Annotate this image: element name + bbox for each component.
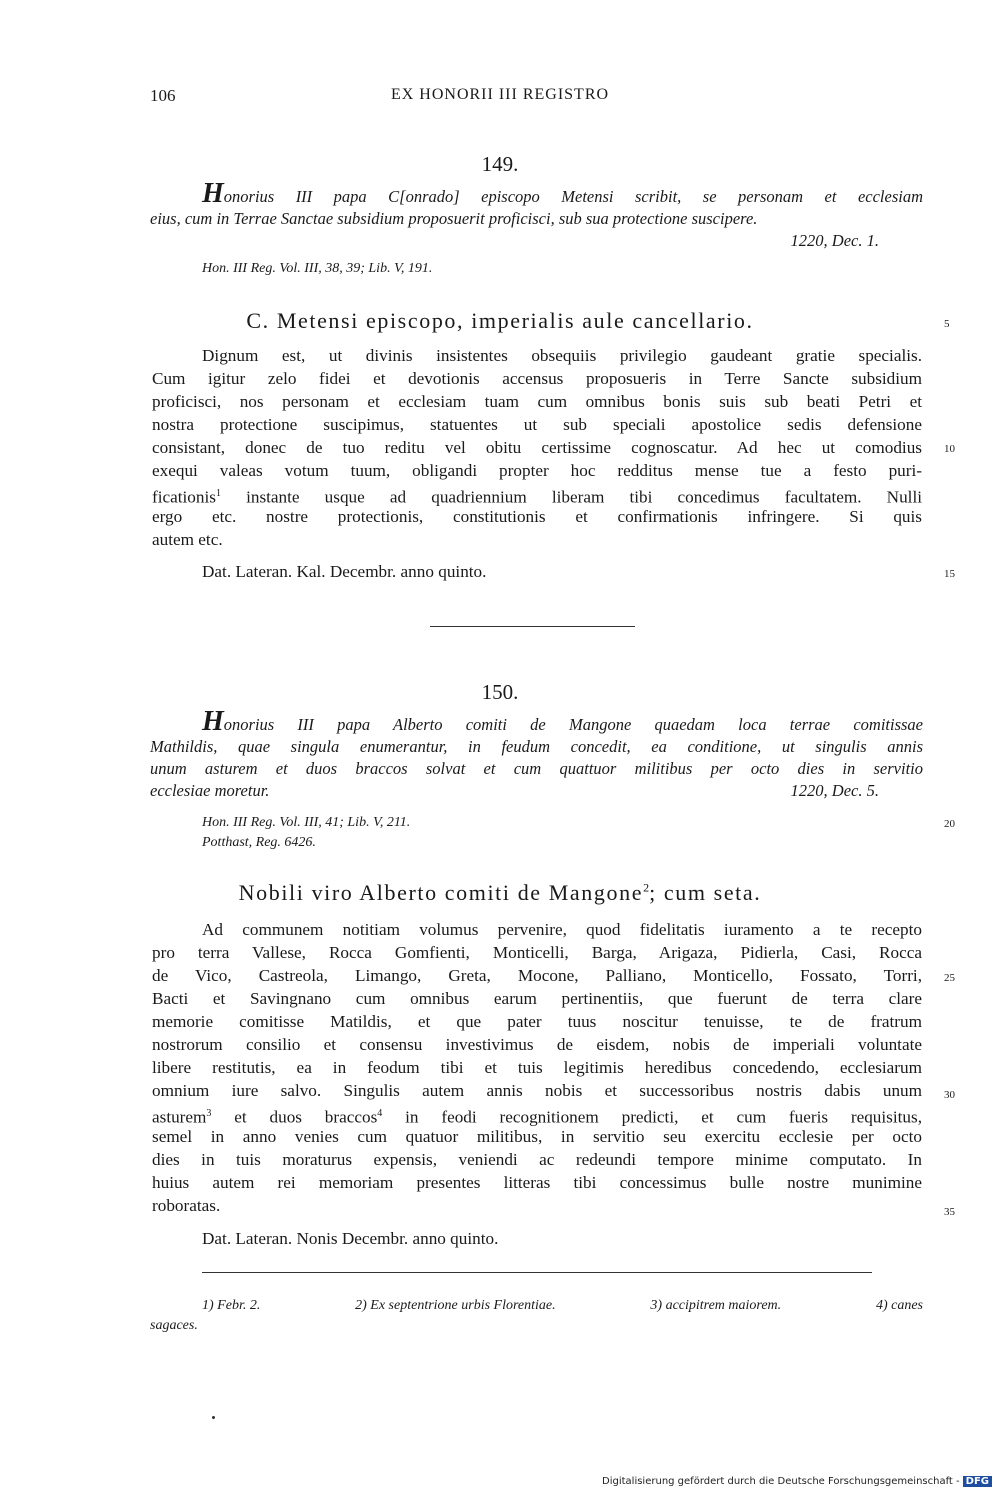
- regest-line: onorius III papa Alberto comiti de Mangone quaedam loca terrae comitissae: [223, 715, 923, 734]
- address-text: Nobili viro Alberto comiti de Mangone: [238, 880, 644, 905]
- footnote: 4) canes: [875, 1298, 923, 1313]
- body-line: omnium iure salvo. Singulis autem annis nobis et successoribus nostris dabis unum: [152, 1081, 922, 1100]
- line-number: 5: [944, 318, 950, 330]
- body-line: Bacti et Savingnano cum omnibus earum pertinentiis, que fuerunt de terra clare: [152, 989, 922, 1008]
- body-text: instante usque ad quadriennium liberam tibi concedimus facultatem. Nulli: [246, 487, 922, 507]
- body-line: Ad communem notitiam volumus pervenire, quod fidelitatis iuramento a te recepto: [202, 920, 922, 939]
- body-text: asturem: [152, 1107, 207, 1127]
- dating-clause: Dat. Lateran. Kal. Decembr. anno quinto.: [202, 562, 487, 581]
- body-line: de Vico, Castreola, Limango, Greta, Mocone, Palliano, Monticello, Fossato, Torri,: [152, 966, 922, 985]
- source-citation: Hon. III Reg. Vol. III, 38, 39; Lib. V, 191.: [202, 261, 433, 276]
- body-line: roboratas.: [152, 1196, 221, 1215]
- drop-initial: H: [202, 706, 224, 737]
- body-line: proficisci, nos personam et ecclesiam tuam cum omnibus bonis suis sub beati Petri et: [152, 392, 922, 411]
- digitization-credit: [602, 1476, 992, 1487]
- regest-line: Mathildis, quae singula enumerantur, in feudum concedit, ea conditione, ut singulis annis: [150, 737, 923, 756]
- address-text: ; cum seta.: [649, 880, 762, 905]
- body-text: in feodi recognitionem predicti, et cum fueris requisitus,: [405, 1107, 922, 1127]
- body-line: nostra protectione suscipimus, statuentes ut sub speciali apostolice sedis defensione: [152, 415, 922, 434]
- line-number: 25: [944, 972, 955, 984]
- body-line: semel in anno venies cum quatuor militibus, in servitio seu exercitu ecclesie per octo: [152, 1127, 922, 1146]
- drop-initial: H: [202, 178, 224, 209]
- speck: [212, 1416, 215, 1419]
- body-line: nostrorum consilio et consensu investivimus de eisdem, nobis de imperiali voluntate: [152, 1035, 922, 1054]
- page-number: 106: [150, 86, 176, 105]
- source-citation: Potthast, Reg. 6426.: [202, 835, 316, 850]
- source-citation: Hon. III Reg. Vol. III, 41; Lib. V, 211.: [202, 815, 411, 830]
- line-number: 10: [944, 443, 955, 455]
- body-line: ergo etc. nostre protectionis, constitutionis et confirmationis infringere. Si quis: [152, 507, 922, 526]
- body-line: Dignum est, ut divinis insistentes obsequiis privilegio gaudeant gratie specialis.: [202, 346, 922, 365]
- body-line: [152, 1103, 922, 1129]
- body-line: huius autem rei memoriam presentes litteras tibi concessimus bulle nostre munimine: [152, 1173, 922, 1192]
- document-number-150: 150.: [481, 680, 519, 704]
- body-line: dies in tuis moraturus expensis, veniendi ac redeundi tempore minime computato. In: [152, 1150, 922, 1169]
- body-line: Cum igitur zelo fidei et devotionis accensus proposueris in Terre Sancte subsidium: [152, 369, 922, 388]
- footnote-ref: 4: [377, 1108, 383, 1119]
- regest-150: [150, 708, 923, 802]
- footnote-continuation: sagaces.: [150, 1318, 198, 1333]
- body-line: exequi valeas votum tuum, obligandi propter hoc redditus mense tue a festo puri-: [152, 461, 922, 480]
- address-150: [0, 880, 1000, 906]
- footnote-ref: 2: [643, 880, 650, 895]
- body-text: ficationis: [152, 487, 216, 507]
- body-line: pro terra Vallese, Rocca Gomfienti, Monticelli, Barga, Arigaza, Pidierla, Casi, Rocca: [152, 943, 922, 962]
- body-line: consistant, donec de tuo reditu vel obitu certissime cognoscatur. Ad hec ut comodius: [152, 438, 922, 457]
- regest-149: [150, 180, 923, 252]
- body-line: libere restitutis, ea in feodum tibi et tuis legitimis heredibus concedendo, ecclesiarum: [152, 1058, 922, 1077]
- line-number: 15: [944, 568, 955, 580]
- body-text: et duos braccos: [234, 1107, 378, 1127]
- line-number: 20: [944, 818, 955, 830]
- credit-text: Digitalisierung gefördert durch die Deutsche Forschungsgemeinschaft -: [602, 1476, 960, 1487]
- address-149: C. Metensi episcopo, imperialis aule cancellario.: [246, 308, 754, 333]
- regest-date: 1220, Dec. 5.: [790, 781, 879, 800]
- line-number: 30: [944, 1089, 955, 1101]
- document-number-149: 149.: [481, 152, 519, 176]
- footnotes: [150, 1296, 923, 1336]
- footnote: 3) accipitrem maiorem.: [650, 1298, 782, 1313]
- regest-line: unum asturem et duos braccos solvat et cum quattuor militibus per octo dies in servitio: [150, 759, 923, 778]
- body-line: memorie comitisse Matildis, et que pater tuus noscitur tenuisse, te de fratrum: [152, 1012, 922, 1031]
- footnote: 2) Ex septentrione urbis Florentiae.: [355, 1298, 556, 1313]
- regest-line: ecclesiae moretur.: [150, 781, 270, 800]
- body-line: [152, 483, 922, 509]
- dating-clause: Dat. Lateran. Nonis Decembr. anno quinto.: [202, 1229, 499, 1248]
- footnote-ref: 3: [206, 1108, 212, 1119]
- section-divider: [430, 626, 635, 627]
- dfg-logo: DFG: [963, 1476, 992, 1487]
- regest-line: eius, cum in Terrae Sanctae subsidium proposuerit proficisci, sub sua protectione suscipere.: [150, 209, 758, 228]
- footnote-ref: 1: [215, 488, 221, 499]
- line-number: 35: [944, 1206, 955, 1218]
- regest-date: 1220, Dec. 1.: [790, 231, 879, 250]
- regest-line: onorius III papa C[onrado] episcopo Metensi scribit, se personam et ecclesiam: [223, 187, 923, 206]
- footnote: 1) Febr. 2.: [202, 1298, 261, 1313]
- footnote-divider: [202, 1272, 872, 1273]
- body-line: autem etc.: [152, 530, 223, 549]
- running-head: EX HONORII III REGISTRO: [390, 86, 610, 103]
